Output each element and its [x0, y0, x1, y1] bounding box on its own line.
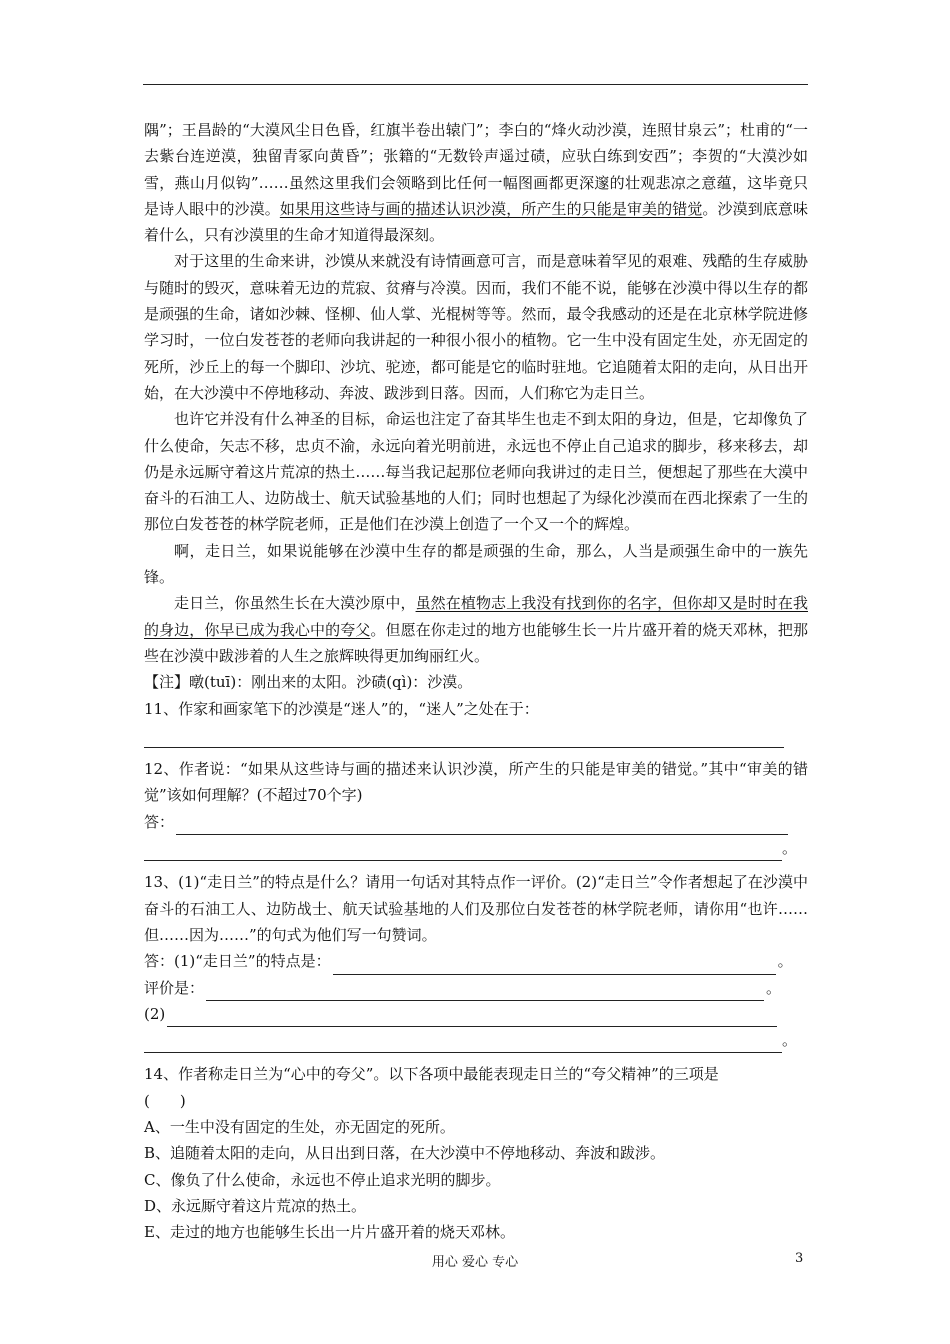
text-run: 。但愿在你走过的地方也能够生长一片片盛开着的烧天邓林，把那些在沙漠中跋涉着的人生之旅辉映得更加绚丽红火。: [144, 620, 808, 665]
paragraph-kuafu: [144, 590, 808, 669]
option-c: C、像负了什么使命，永远也不停止追求光明的脚步。: [144, 1170, 501, 1189]
answer-blank[interactable]: [206, 982, 764, 1001]
answer-blank[interactable]: [144, 842, 782, 861]
answer-blank[interactable]: [144, 729, 784, 748]
answer-line-13-trait: [144, 948, 808, 974]
question-11: 11、作家和画家笔下的沙漠是“迷人”的，“迷人”之处在于：: [144, 699, 539, 718]
answer-line-11[interactable]: [144, 722, 808, 748]
answer-blank[interactable]: [176, 816, 788, 835]
underlined-sentence: 虽然在植物志上我没有找到你的名字，但你却又是时时在我的身边，你早已成为我心中的夸父: [144, 594, 808, 639]
answer-line-12a: [144, 809, 808, 835]
answer-bracket[interactable]: ( ): [144, 1091, 186, 1110]
answer-blank[interactable]: [167, 1008, 777, 1027]
option-e: E、走过的地方也能够生长出一片片盛开着的烧天邓林。: [144, 1223, 515, 1242]
end-mark: 。: [766, 978, 782, 997]
option-b: B、追随着太阳的走向，从日出到日落，在大沙漠中不停地移动、奔波和跋涉。: [144, 1144, 666, 1163]
end-mark: 。: [782, 839, 798, 858]
paragraph-poems: [144, 117, 808, 248]
question-14: 14、作者称走日兰为“心中的夸父”。以下各项中最能表现走日兰的“夸父精神”的三项是: [144, 1065, 719, 1084]
text-run: 隅”；王昌龄的“大漠风尘日色昏，红旗半卷出辕门”；李白的“烽火动沙漠，连照甘泉云”；杜甫的“一去紫台连逆漠，独留青冢向黄昏”；张籍的“无数铃声遥过碛，应驮白练到安西”；李贺的“大漠沙如雪，燕山月似钩”……虽然这里我们会领略到比任何一幅图画都更深邃的壮观悲凉之意蕴，这毕竟只是诗人眼中的沙漠。: [144, 121, 808, 218]
paragraph-desert-life: 对于这里的生命来讲，沙馍从来就没有诗情画意可言，而是意味着罕见的艰难、残酷的生存威胁与随时的毁灭，意味着无边的荒寂、贫瘠与冷漠。因而，我们不能不说，能够在沙漠中得以生存的都是顽强的生命，诸如沙棘、怪柳、仙人掌、光棍树等等。然而，最令我感动的还是在北京林学院进修学习时，一位白发苍苍的老师向我讲起的一种很小很小的植物。它一生中没有固定生处，亦无固定的死所，沙丘上的每一个脚印、沙坑、驼迹，都可能是它的临时驻地。它追随着太阳的走向，从日出开始，在大沙漠中不停地移动、奔波、跋涉到日落。因而，人们称它为走日兰。: [144, 252, 808, 402]
text-run: 走日兰，你虽然生长在大漠沙原中，: [174, 594, 416, 613]
footer-motto: 用心 爱心 专心: [431, 1255, 519, 1270]
eval-label: 评价是：: [144, 978, 205, 997]
header-rule: [143, 84, 808, 85]
option-a: A、一生中没有固定的生处，亦无固定的死所。: [144, 1117, 455, 1136]
answer-blank[interactable]: [144, 1034, 782, 1053]
answer-line-13-part2a: [144, 1001, 808, 1027]
end-mark: 。: [782, 1031, 798, 1050]
answer-line-13-eval: [144, 975, 808, 1001]
question-13: 13、(1)“走日兰”的特点是什么？请用一句话对其特点作一评价。(2)“走日兰”令作者想起了在沙漠中奋斗的石油工人、边防战士、航天试验基地的人们及那位白发苍苍的林学院老师，请你用“也许……但……因为……”的句式为他们写一句赞词。: [144, 873, 808, 944]
annotation-note: 【注】暾(tuī)：刚出来的太阳。沙碛(qì)：沙漠。: [144, 673, 473, 692]
part2-label: (2): [144, 1004, 166, 1023]
answer-line-12b: [144, 835, 808, 861]
answer-label: 答：(1)“走日兰”的特点是：: [144, 952, 331, 971]
text-run: 。沙漠到底意味着什么，只有沙漠里的生命才知道得最深刻。: [144, 199, 808, 245]
paragraph-mission: 也许它并没有什么神圣的目标，命运也注定了奋其毕生也走不到太阳的身边，但是，它却像负了什么使命，矢志不移，忠贞不渝，永远向着光明前进，永远也不停止自己追求的脚步，移来移去，却仍是永远厮守着这片荒凉的热土……每当我记起那位老师向我讲过的走日兰，便想起了那些在大漠中奋斗的石油工人、边防战士、航天试验基地的人们；同时也想起了为绿化沙漠而在西北探索了一生的那位白发苍苍的林学院老师，正是他们在沙漠上创造了一个又一个的辉煌。: [144, 410, 808, 534]
paragraph-vanguard: 啊，走日兰，如果说能够在沙漠中生存的都是顽强的生命，那么，人当是顽强生命中的一族先锋。: [144, 541, 808, 587]
option-d: D、永远厮守着这片荒凉的热土。: [144, 1196, 367, 1215]
question-12: 12、作者说：“如果从这些诗与画的描述来认识沙漠，所产生的只能是审美的错觉。”其中“审美的错觉”该如何理解？(不超过70个字): [144, 760, 808, 805]
page-content: [144, 117, 808, 1245]
end-mark: 。: [777, 952, 793, 971]
answer-line-13-part2b: [144, 1027, 808, 1053]
underlined-sentence: 如果用这些诗与画的描述认识沙漠，所产生的只能是审美的错觉: [279, 199, 703, 218]
answer-label: 答：: [144, 812, 175, 831]
answer-blank[interactable]: [333, 956, 776, 975]
page-number: 3: [795, 1251, 804, 1266]
